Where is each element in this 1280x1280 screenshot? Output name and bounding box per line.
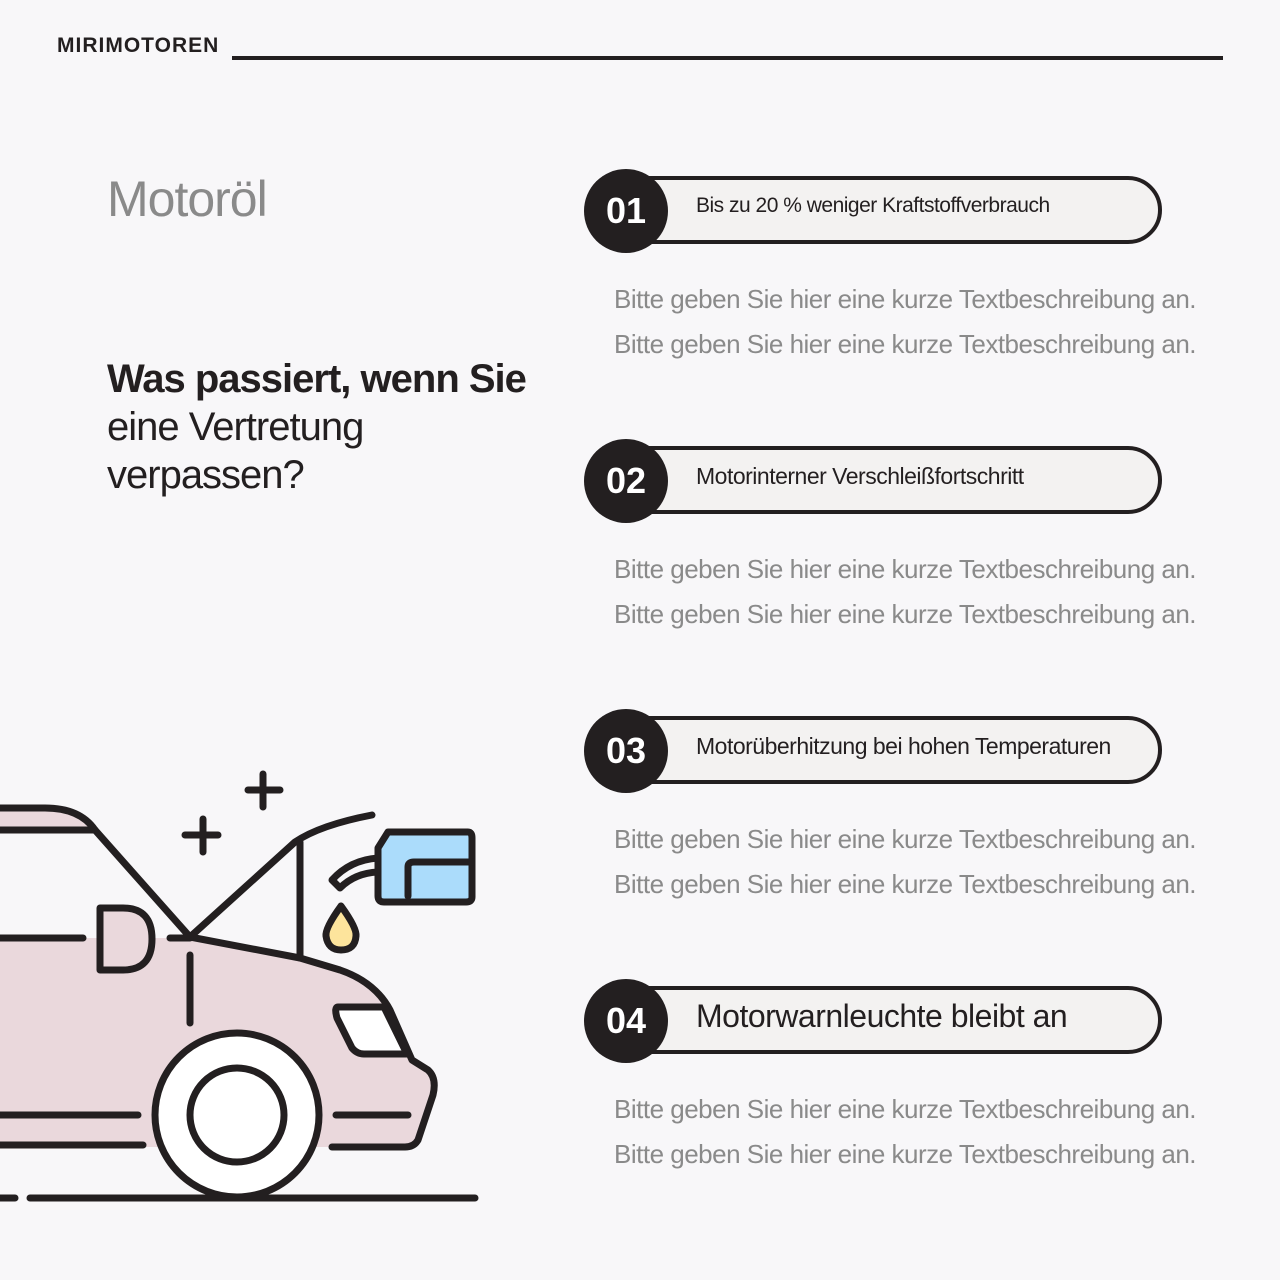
title-line-2: eine Vertretung [107, 405, 364, 449]
desc-line: Bitte geben Sie hier eine kurze Textbeschreibung an. [614, 599, 1197, 629]
car-oil-icon [0, 760, 490, 1220]
desc-line: Bitte geben Sie hier eine kurze Textbeschreibung an. [614, 1139, 1197, 1169]
item-title: Motorinterner Verschleißfortschritt [696, 463, 1024, 489]
list-item [584, 169, 1204, 389]
item-number: 03 [584, 709, 668, 793]
item-description [614, 1087, 1196, 1177]
desc-line: Bitte geben Sie hier eine kurze Textbeschreibung an. [614, 329, 1197, 359]
brand-logo: MIRIMOTOREN [57, 34, 220, 57]
item-number: 01 [584, 169, 668, 253]
item-number: 04 [584, 979, 668, 1063]
page-title [107, 355, 567, 499]
desc-line: Bitte geben Sie hier eine kurze Textbeschreibung an. [614, 554, 1197, 584]
desc-line: Bitte geben Sie hier eine kurze Textbeschreibung an. [614, 869, 1197, 899]
list-item [584, 709, 1204, 929]
title-line-3: verpassen? [107, 453, 304, 497]
desc-line: Bitte geben Sie hier eine kurze Textbeschreibung an. [614, 284, 1197, 314]
item-title: Motorüberhitzung bei hohen Temperaturen [696, 733, 1111, 759]
desc-line: Bitte geben Sie hier eine kurze Textbeschreibung an. [614, 824, 1197, 854]
item-title: Motorwarnleuchte bleibt an [696, 998, 1068, 1034]
list-item [584, 979, 1204, 1199]
page-subtitle: Motoröl [107, 171, 267, 227]
item-number: 02 [584, 439, 668, 523]
item-description [614, 277, 1196, 367]
item-title: Bis zu 20 % weniger Kraftstoffverbrauch [696, 194, 1050, 217]
item-description [614, 817, 1196, 907]
list-item [584, 439, 1204, 659]
desc-line: Bitte geben Sie hier eine kurze Textbeschreibung an. [614, 1094, 1197, 1124]
title-bold: Was passiert, wenn Sie [107, 357, 526, 401]
item-description [614, 547, 1196, 637]
header-divider [232, 56, 1223, 60]
